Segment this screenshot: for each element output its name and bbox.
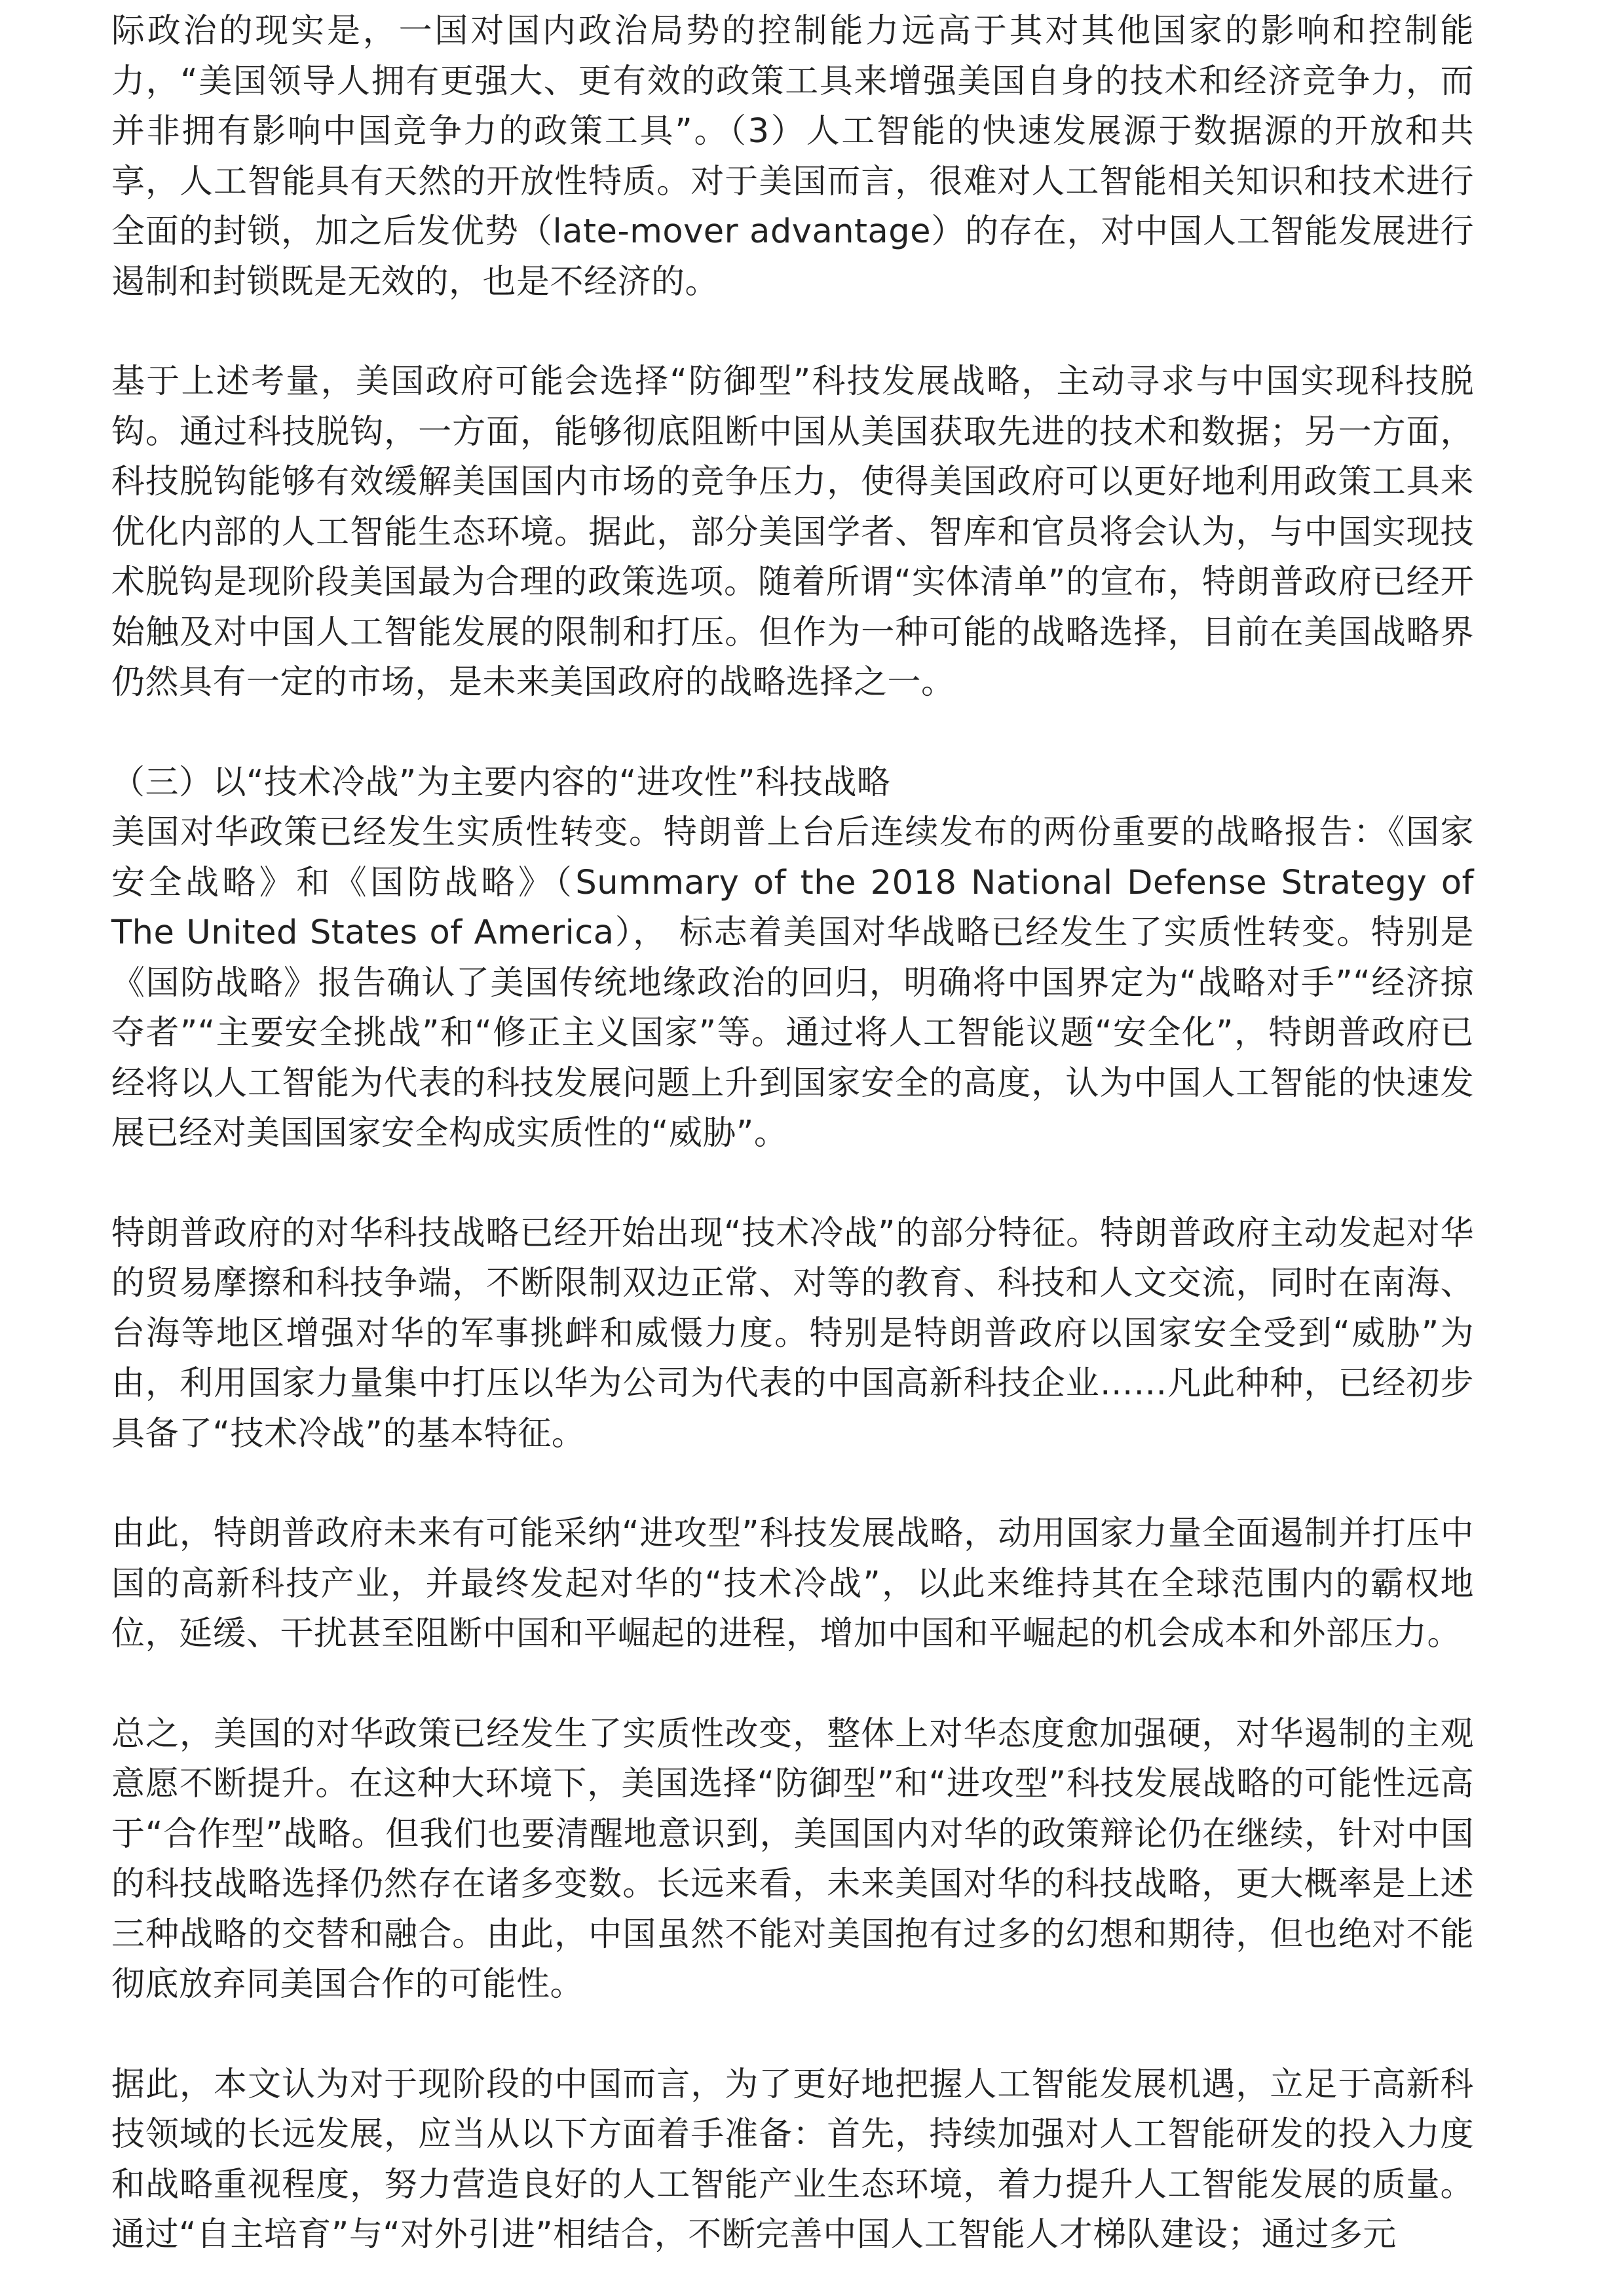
paragraph-5: 由此，特朗普政府未来有可能采纳“进攻型”科技发展战略，动用国家力量全面遏制并打压中国的高新科技产业，并最终发起对华的“技术冷战”，以此来维持其在全球范围内的霸权地位，延缓、干扰甚至阻断中国和平崛起的进程，增加中国和平崛起的机会成本和外部压力。 xyxy=(111,1514,1474,1653)
paragraph-2: 基于上述考量，美国政府可能会选择“防御型”科技发展战略，主动寻求与中国实现科技脱钩。通过科技脱钩，一方面，能够彻底阻断中国从美国获取先进的技术和数据；另一方面，科技脱钩能够有效缓解美国国内市场的竞争压力，使得美国政府可以更好地利用政策工具来优化内部的人工智能生态环境。据此，部分美国学者、智库和官员将会认为，与中国实现技术脱钩是现阶段美国最为合理的政策选项。随着所谓“实体清单”的宣布，特朗普政府已经开始触及对中国人工智能发展的限制和打压。但作为一种可能的战略选择，目前在美国战略界仍然具有一定的市场，是未来美国政府的战略选择之一。 xyxy=(111,362,1474,702)
paragraph-1: 际政治的现实是，一国对国内政治局势的控制能力远高于其对其他国家的影响和控制能力，“美国领导人拥有更强大、更有效的政策工具来增强美国自身的技术和经济竞争力，而并非拥有影响中国竞争力的政策工具”。（3）人工智能的快速发展源于数据源的开放和共享，人工智能具有天然的开放性特质。对于美国而言，很难对人工智能相关知识和技术进行全面的封锁，加之后发优势（late-mover advantage）的存在，对中国人工智能发展进行遏制和封锁既是无效的，也是不经济的。 xyxy=(111,12,1474,301)
paragraph-7: 据此，本文认为对于现阶段的中国而言，为了更好地把握人工智能发展机遇，立足于高新科技领域的长远发展，应当从以下方面着手准备：首先，持续加强对人工智能研发的投入力度和战略重视程度，努力营造良好的人工智能产业生态环境，着力提升人工智能发展的质量。通过“自主培育”与“对外引进”相结合，不断完善中国人工智能人才梯队建设；通过多元 xyxy=(111,2065,1474,2254)
document-page xyxy=(111,7,1474,2261)
paragraph-3: 美国对华政策已经发生实质性转变。特朗普上台后连续发布的两份重要的战略报告：《国家安全战略》和《国防战略》（Summary of the 2018 National Defense Strategy of The United States of America）， 标志着美国对华战略已经发生了实质性转变。特别是《国防战略》报告确认了美国传统地缘政治的回归，明确将中国界定为“战略对手”“经济掠夺者”“主要安全挑战”和“修正主义国家”等。通过将人工智能议题“安全化”，特朗普政府已经将以人工智能为代表的科技发展问题上升到国家安全的高度，认为中国人工智能的快速发展已经对美国国家安全构成实质性的“威胁”。 xyxy=(111,813,1474,1153)
paragraph-6: 总之，美国的对华政策已经发生了实质性改变，整体上对华态度愈加强硬，对华遏制的主观意愿不断提升。在这种大环境下，美国选择“防御型”和“进攻型”科技发展战略的可能性远高于“合作型”战略。但我们也要清醒地意识到，美国国内对华的政策辩论仍在继续，针对中国的科技战略选择仍然存在诸多变数。长远来看，未来美国对华的科技战略，更大概率是上述三种战略的交替和融合。由此，中国虽然不能对美国抱有过多的幻想和期待，但也绝对不能彻底放弃同美国合作的可能性。 xyxy=(111,1714,1474,2004)
section-heading: （三）以“技术冷战”为主要内容的“进攻性”科技战略 xyxy=(111,763,891,802)
paragraph-4: 特朗普政府的对华科技战略已经开始出现“技术冷战”的部分特征。特朗普政府主动发起对华的贸易摩擦和科技争端，不断限制双边正常、对等的教育、科技和人文交流，同时在南海、台海等地区增强对华的军事挑衅和威慑力度。特别是特朗普政府以国家安全受到“威胁”为由，利用国家力量集中打压以华为公司为代表的中国高新科技企业……凡此种种，已经初步具备了“技术冷战”的基本特征。 xyxy=(111,1214,1474,1453)
